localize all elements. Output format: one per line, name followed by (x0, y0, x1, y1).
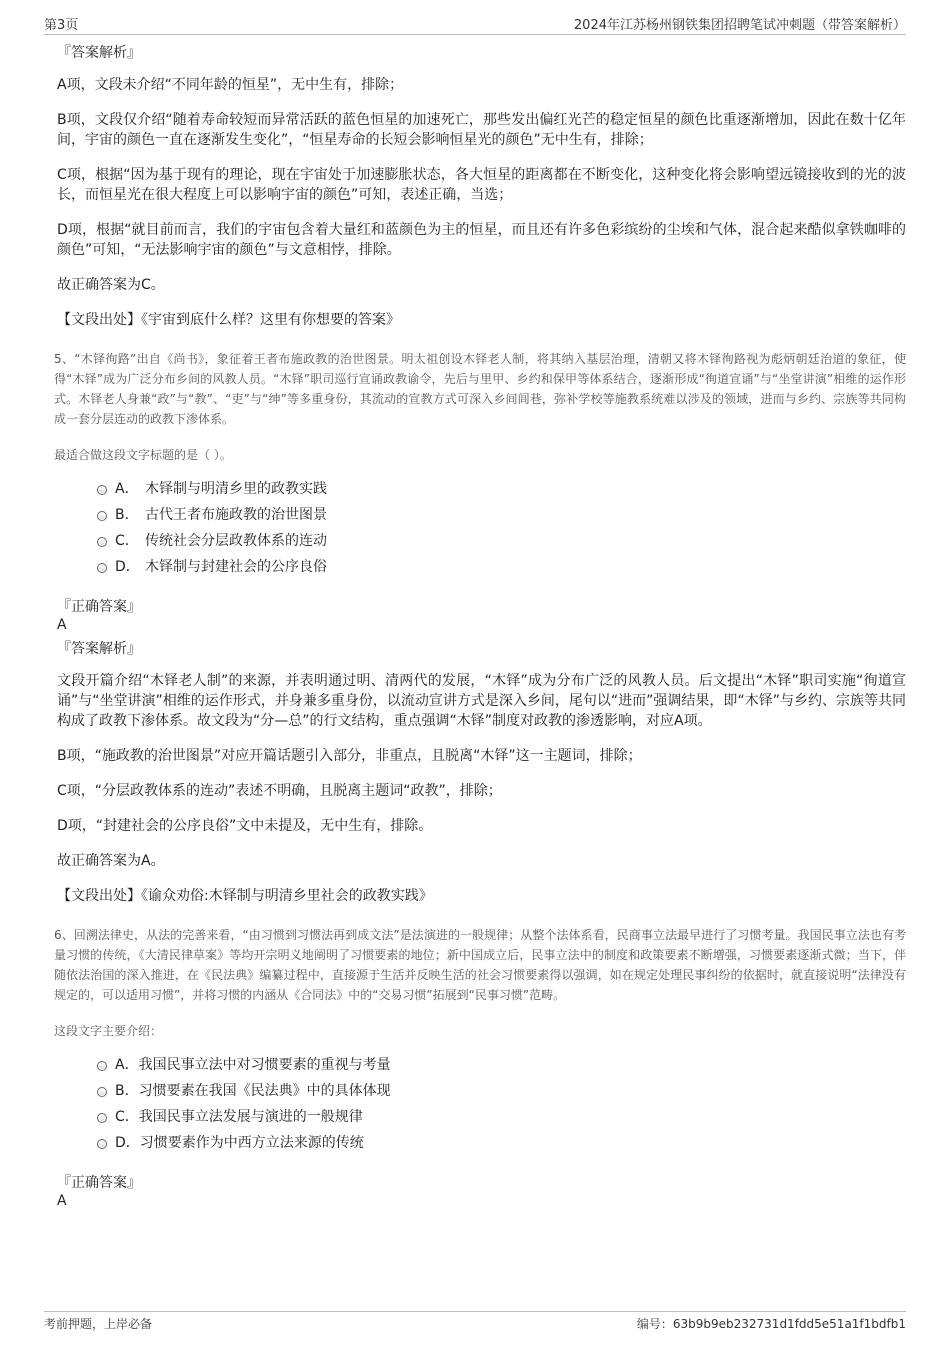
option-letter: B． (115, 507, 139, 523)
question-text: 6、回溯法律史，从法的完善来看，“由习惯到习惯法再到成文法”是法演进的一般规律；从整个法体系看，民商事立法最早进行了习惯考量。我国民事立法也有考量习惯的传统，《大清民律草案》等均开宗明义地阐明了习惯要素的地位；新中国成立后，民事立法中的制度和政策要素不断增强，习惯要素逐渐式微；当下，伴随依法治国的深入推进，在《民法典》编纂过程中，直接源于生活并反映生活的社会习惯要素得以强调，如在规定处理民事纠纷的依据时，就直接说明“法律没有规定的，可以适用习惯”，并将习惯的内涵从《合同法》中的“交易习惯”拓展到“民事习惯”范畴。 (54, 928, 906, 1002)
analysis-paragraph: B项，文段仅介绍“随着寿命较短而异常活跃的蓝色恒星的加速死亡，那些发出偏红光芒的稳定恒星的颜色比重逐渐增加，因此在数十亿年间，宇宙的颜色一直在逐渐发生变化”，“恒星寿命的长短会影响恒星光的颜色”无中生有，排除； (57, 112, 906, 148)
document-code: 编号：63b9b9eb232731d1fdd5e51a1f1bdfb1 (636, 1317, 906, 1331)
passage-source: 【文段出处】《谕众劝俗:木铎制与明清乡里社会的政教实践》 (57, 888, 433, 904)
document-title: 2024年江苏杨州钢铁集团招聘笔试冲刺题（带答案解析） (573, 18, 906, 33)
analysis-paragraph: D项，“封建社会的公序良俗”文中未提及，无中生有，排除。 (57, 818, 433, 834)
option-c[interactable] (97, 1108, 906, 1134)
correct-answer-value: A (57, 1193, 67, 1209)
question-6 (54, 925, 906, 1210)
option-letter: C． (115, 533, 139, 549)
radio-icon[interactable] (97, 537, 107, 547)
answer-analysis-label: 『答案解析』 (57, 641, 141, 657)
option-text: 传统社会分层政教体系的连动 (145, 533, 327, 549)
analysis-conclusion: 故正确答案为C。 (57, 277, 165, 293)
correct-answer-label: 『正确答案』 (57, 599, 141, 615)
correct-answer-value: A (57, 617, 67, 633)
option-text: 古代王者布施政教的治世图景 (145, 507, 327, 523)
option-letter: D． (115, 559, 140, 575)
analysis-paragraph: 文段开篇介绍“木铎老人制”的来源，并表明通过明、清两代的发展，“木铎”成为分布广泛的风教人员。后文提出“木铎”职司实施“徇道宣诵”与“坐堂讲演”相维的运作形式，并身兼多重身份，以流动宣讲方式是深入乡间，尾句以“进而”强调结果，即“木铎”与乡约、宗族等共同构成了政教下渗体系。故文段为“分—总”的行文结构，重点强调“木铎”制度对政教的渗透影响，对应A项。 (57, 673, 906, 729)
option-letter: B． (115, 1083, 139, 1099)
radio-icon[interactable] (97, 485, 107, 495)
correct-answer-label: 『正确答案』 (57, 1175, 141, 1191)
page-header (44, 12, 906, 35)
analysis-paragraph: C项，“分层政教体系的连动”表述不明确，且脱离主题词“政教”，排除； (57, 783, 502, 799)
option-a[interactable] (97, 480, 906, 506)
option-list (97, 480, 906, 584)
analysis-paragraph: B项，“施政教的治世图景”对应开篇话题引入部分，非重点，且脱离“木铎”这一主题词，排除； (57, 748, 642, 764)
analysis-paragraph: C项，根据“因为基于现有的理论，现在宇宙处于加速膨胀状态，各大恒星的距离都在不断变化，这种变化将会影响望远镜接收到的光的波长，而恒星光在很大程度上可以影响宇宙的颜色”可知，表述正确，当选； (57, 167, 906, 203)
option-text: 习惯要素作为中西方立法来源的传统 (139, 1135, 364, 1151)
option-b[interactable] (97, 1082, 906, 1108)
question-text: 5、“木铎徇路”出自《尚书》，象征着王者布施政教的治世图景。明太祖创设木铎老人制，将其纳入基层治理，清朝又将木铎徇路视为彪炳朝廷治道的象征，使得“木铎”成为广泛分布乡间的风教人员。“木铎”职司巡行宣诵政教谕令，先后与里甲、乡约和保甲等体系结合，逐渐形成“徇道宣诵”与“坐堂讲演”相维的运作形式。木铎老人身兼“政”与“教”、“吏”与“绅”等多重身份，其流动的宣教方式可深入乡间闾巷，弥补学校等施教系统难以涉及的领域，进而与乡约、宗族等共同构成一套分层连动的政教下渗体系。 (54, 352, 906, 426)
radio-icon[interactable] (97, 511, 107, 521)
answer-analysis-label: 『答案解析』 (57, 45, 141, 61)
option-d[interactable] (97, 1134, 906, 1160)
option-b[interactable] (97, 506, 906, 532)
option-letter: A． (115, 1057, 139, 1073)
option-d[interactable] (97, 558, 906, 584)
option-text: 我国民事立法中对习惯要素的重视与考量 (138, 1057, 391, 1073)
option-text: 木铎制与明清乡里的政教实践 (145, 481, 327, 497)
option-letter: A． (115, 481, 139, 497)
option-text: 习惯要素在我国《民法典》中的具体体现 (138, 1083, 391, 1099)
option-letter: C． (115, 1109, 139, 1125)
radio-icon[interactable] (97, 1139, 107, 1149)
analysis-paragraph: D项，根据“就目前而言，我们的宇宙包含着大量红和蓝颜色为主的恒星，而且还有许多色彩缤纷的尘埃和气体，混合起来酷似拿铁咖啡的颜色”可知，“无法影响宇宙的颜色”与文意相悖，排除。 (57, 222, 906, 258)
radio-icon[interactable] (97, 1061, 107, 1071)
page-footer (44, 1311, 906, 1336)
option-text: 我国民事立法发展与演进的一般规律 (138, 1109, 363, 1125)
page-content (54, 44, 906, 1216)
radio-icon[interactable] (97, 563, 107, 573)
q4-analysis (57, 44, 906, 330)
analysis-paragraph: A项，文段未介绍“不同年龄的恒星”，无中生有，排除； (57, 77, 404, 93)
option-a[interactable] (97, 1056, 906, 1082)
question-prompt: 最适合做这段文字标题的是（ ）。 (54, 448, 232, 462)
option-list (97, 1056, 906, 1160)
option-letter: D． (115, 1135, 140, 1151)
page-number: 第3页 (44, 18, 79, 33)
question-5 (54, 349, 906, 906)
question-prompt: 这段文字主要介绍： (54, 1024, 163, 1038)
option-c[interactable] (97, 532, 906, 558)
passage-source: 【文段出处】《宇宙到底什么样？这里有你想要的答案》 (57, 312, 400, 328)
footer-slogan: 考前押题，上岸必备 (44, 1317, 153, 1331)
analysis-conclusion: 故正确答案为A。 (57, 853, 165, 869)
option-text: 木铎制与封建社会的公序良俗 (145, 559, 327, 575)
radio-icon[interactable] (97, 1087, 107, 1097)
radio-icon[interactable] (97, 1113, 107, 1123)
